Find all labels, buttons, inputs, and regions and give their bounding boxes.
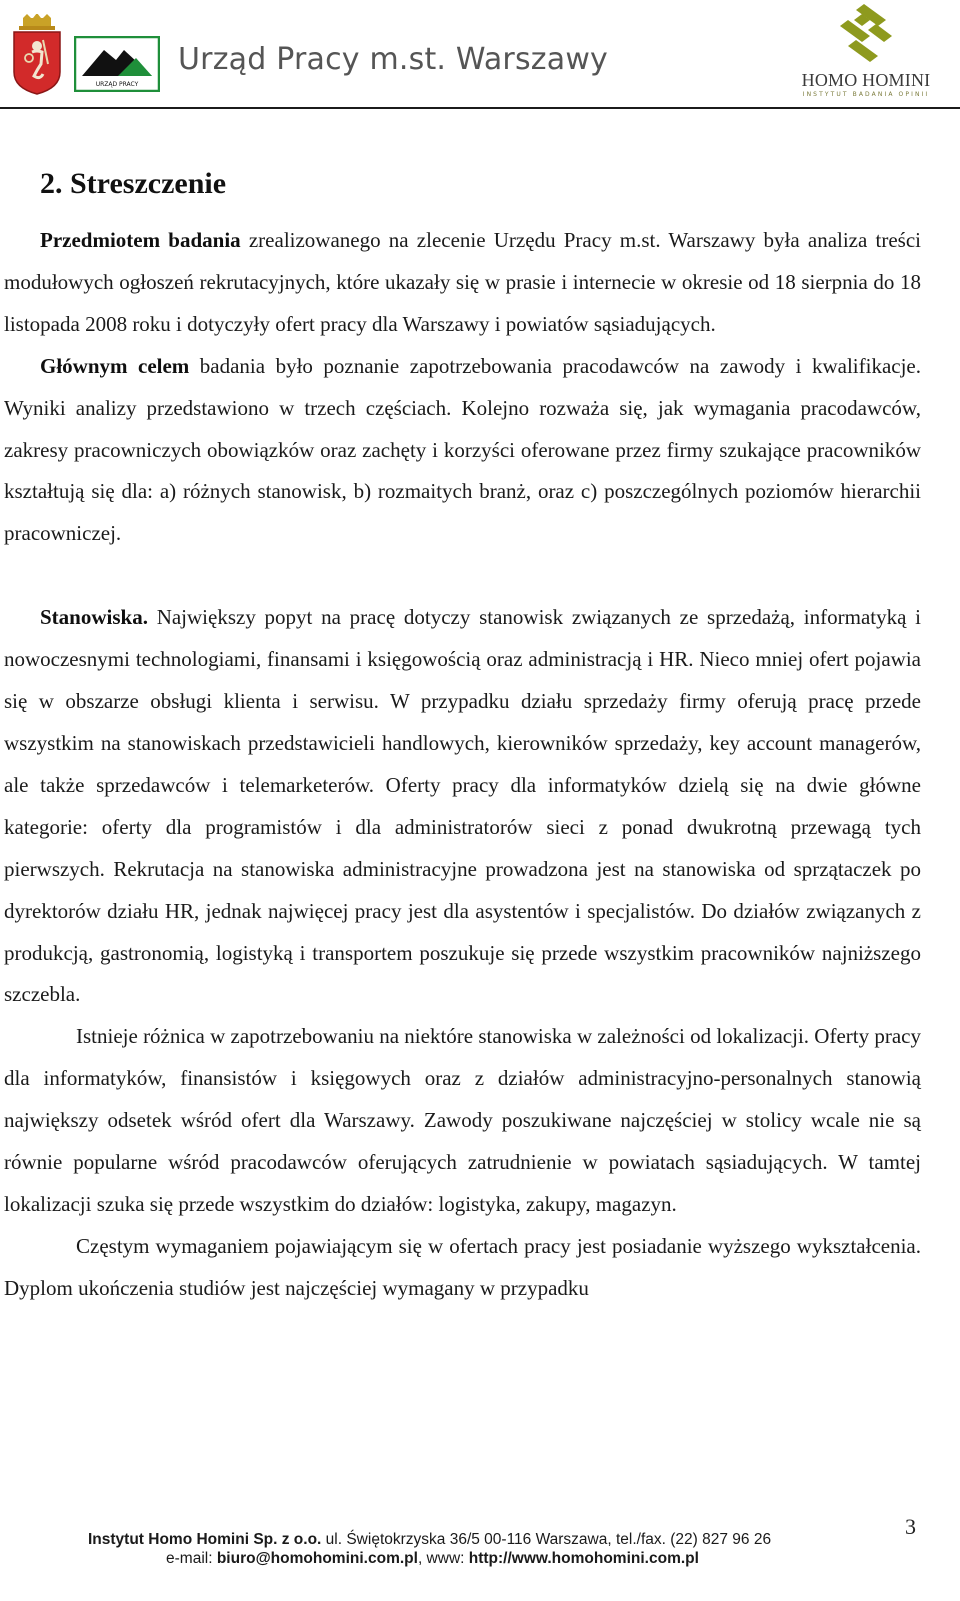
footer-email-link[interactable]: biuro@homohomini.com.pl	[216, 1550, 418, 1567]
paragraph-3-lead: Stanowiska.	[40, 605, 148, 630]
homo-homini-subtitle: INSTYTUT BADANIA OPINII	[802, 91, 930, 98]
header-divider	[0, 107, 960, 109]
paragraph-2	[4, 346, 921, 556]
page-footer	[0, 1514, 960, 1601]
paragraph-5: Częstym wymaganiem pojawiającym się w ofertach pracy jest posiadanie wyższego wykształcenia. Dyplom ukończenia studiów jest najczęściej wymagany w przypadku	[4, 1233, 921, 1300]
footer-contact-line	[166, 1550, 699, 1568]
paragraph-3-text: Największy popyt na pracę dotyczy stanowisk związanych ze sprzedażą, informatyką i nowoczesnymi technologiami, finansami i księgowością oraz administracją i HR. Nieco mniej ofert pojawia się w obszarze obsługi klienta i serwisu. W przypadku działu sprzedaży firmy oferują pracę przede wszystkim na stanowiskach przedstawicieli handlowych, kierowników sprzedaży, key account managerów, ale także sprzedawców i telemarketerów. Oferty pracy dla informatyków dzielą się na dwie główne kategorie: oferty dla programistów i dla administratorów sieci z ponad dwukrotną przewagą tych pierwszych. Rekrutacja na stanowiska administracyjne prowadzona jest na stanowiska od sprzątaczek po dyrektorów działu HR, jednak najwięcej pracy jest dla asystentów i specjalistów. Do działów związanych z produkcją, gastronomią, logistyką i transportem poszukuje się przede wszystkim pracowników najniższego szczebla.	[4, 605, 921, 1007]
urzad-pracy-logo-text: URZĄD PRACY	[95, 81, 139, 88]
homo-homini-logo-mark	[834, 4, 896, 66]
footer-address-line	[88, 1531, 771, 1549]
footer-company: Instytut Homo Homini Sp. z o.o.	[88, 1531, 322, 1548]
paragraph-1	[4, 220, 921, 346]
paragraph-3	[4, 597, 921, 1016]
footer-www-link[interactable]: http://www.homohomini.com.pl	[468, 1550, 699, 1567]
footer-email-label: e-mail:	[166, 1550, 217, 1567]
page-header	[0, 0, 960, 108]
urzad-pracy-logo	[74, 36, 160, 92]
warsaw-crest-logo	[10, 14, 64, 96]
document-body	[4, 160, 921, 1310]
organization-name: Urząd Pracy m.st. Warszawy	[178, 42, 609, 77]
page-number: 3	[905, 1514, 916, 1539]
paragraph-4: Istnieje różnica w zapotrzebowaniu na niektóre stanowiska w zależności od lokalizacji. Oferty pracy dla informatyków, finansistów i księgowych oraz z działów administracyjno-personalnych stanowią największy odsetek wśród ofert dla Warszawy. Zawody poszukiwane najczęściej w stolicy wcale nie są równie popularne wśród pracodawców oferujących zatrudnienie w powiatach sąsiadujących. W tamtej lokalizacji szuka się przede wszystkim do działów: logistyka, zakupy, magazyn.	[4, 1024, 921, 1216]
paragraph-1-lead: Przedmiotem badania	[40, 228, 241, 252]
footer-address: ul. Świętokrzyska 36/5 00-116 Warszawa, tel./fax. (22) 827 96 26	[321, 1531, 772, 1548]
paragraph-1-text: zrealizowanego na zlecenie Urzędu Pracy m.st. Warszawy była analiza treści modułowych ogłoszeń rekrutacyjnych, które ukazały się w prasie i internecie w okresie od 18 sierpnia do 18 listopada 2008 roku i dotyczyły ofert pracy dla Warszawy i powiatów sąsiadujących.	[4, 228, 921, 336]
paragraph-2-text: badania było poznanie zapotrzebowania pracodawców na zawody i kwalifikacje. Wyniki analizy przedstawiono w trzech częściach. Kolejno rozważa się, jak wymagania pracodawców, zakresy pracowniczych obowiązków oraz zachęty i korzyści oferowane przez firmy szukające pracowników kształtują się dla: a) różnych stanowisk, b) rozmaitych branż, oraz c) poszczególnych poziomów hierarchii pracowniczej.	[4, 353, 922, 546]
section-title: 2. Streszczenie	[40, 167, 227, 200]
footer-www-label: , www:	[417, 1550, 469, 1567]
homo-homini-name: HOMO HOMINI	[801, 70, 931, 90]
paragraph-2-lead: Głównym celem	[40, 353, 190, 378]
